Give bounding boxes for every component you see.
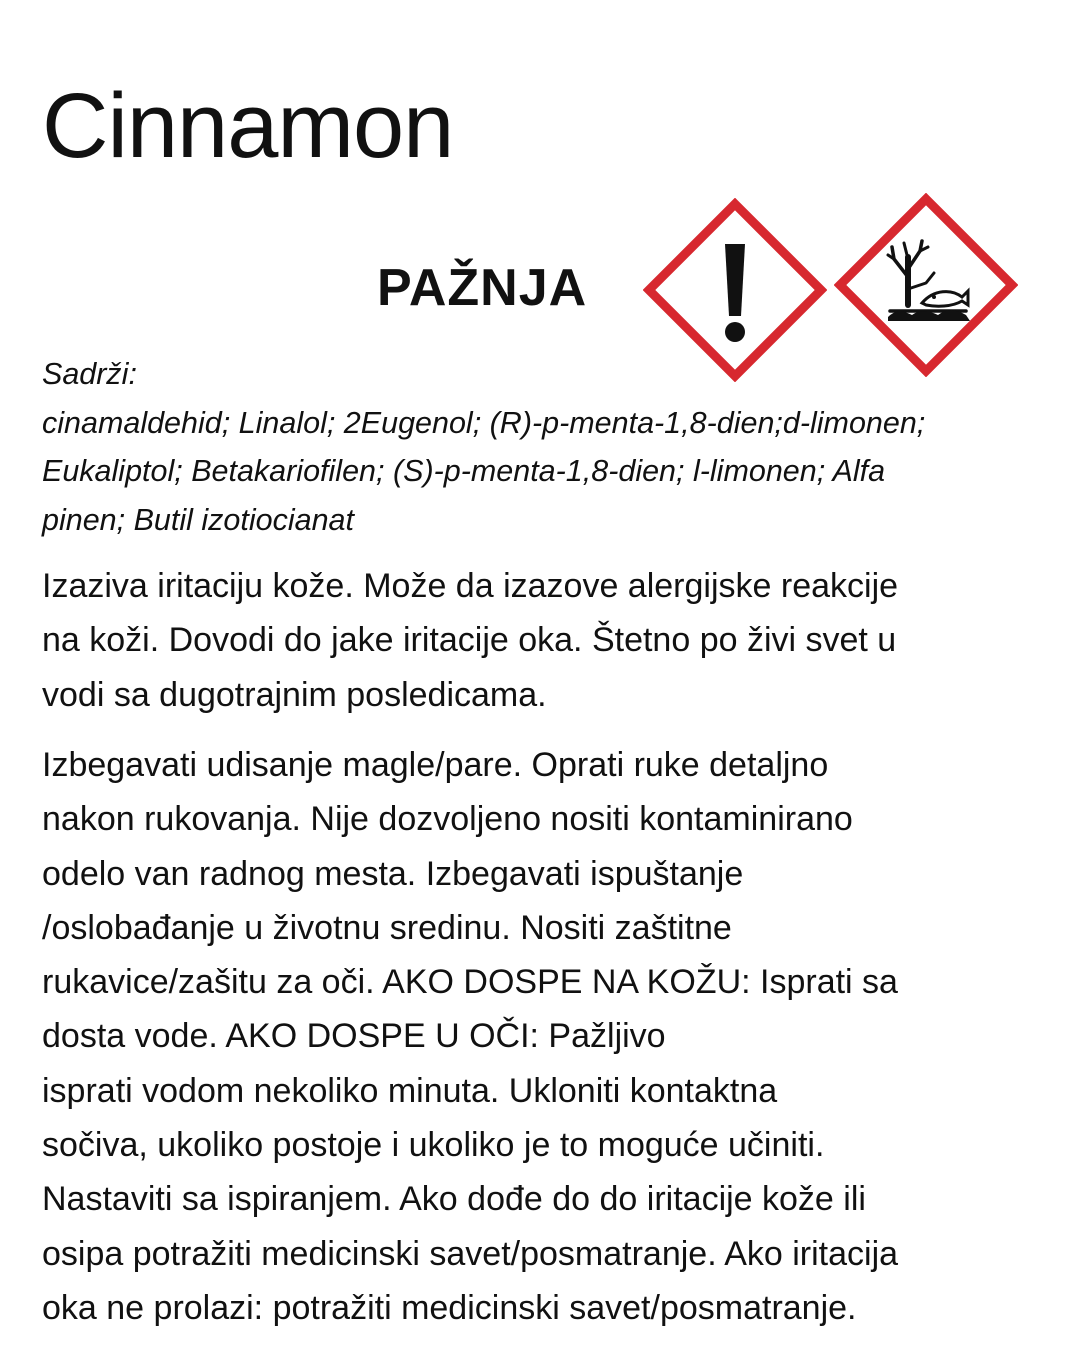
precaution-line: /oslobađanje u životnu sredinu. Nositi zaštitne — [42, 908, 732, 947]
precaution-line: dosta vode. AKO DOSPE U OČI: Pažljivo — [42, 1017, 666, 1056]
precaution-line: Nastaviti sa ispiranjem. Ako dođe do do iritacije kože ili — [42, 1180, 866, 1219]
contains-label: Sadrži: — [42, 357, 137, 391]
contains-line: Eukaliptol; Betakariofilen; (S)-p-menta-1,8-dien; l-limonen; Alfa — [42, 454, 886, 488]
precaution-line: odelo van radnog mesta. Izbegavati ispuštanje — [42, 854, 744, 893]
ingredients-block — [42, 350, 1042, 544]
hazard-line: na koži. Dovodi do jake iritacije oka. Štetno po živi svet u — [42, 621, 897, 660]
hazard-line: Izaziva iritaciju kože. Može da izazove alergijske reakcije — [42, 567, 899, 605]
page-title: Cinnamon — [42, 75, 454, 177]
signal-word: PAŽNJA — [377, 259, 588, 317]
precaution-line: Izbegavati udisanje magle/pare. Oprati ruke detaljno — [42, 746, 829, 784]
precaution-line: rukavice/zašitu za oči. AKO DOSPE NA KOŽU: Isprati sa — [42, 963, 898, 1002]
precaution-line: nakon rukovanja. Nije dozvoljeno nositi kontaminirano — [42, 800, 853, 839]
precaution-line: isprati vodom nekoliko minuta. Ukloniti kontaktna — [42, 1071, 778, 1110]
hazard-statements — [42, 559, 1052, 722]
precaution-line: sočiva, ukoliko postoje i ukoliko je to moguće učiniti. — [42, 1126, 825, 1165]
contains-line: cinamaldehid; Linalol; 2Eugenol; (R)-p-menta-1,8-dien;d-limonen; — [42, 405, 926, 440]
contains-line: pinen; Butil izotiocianat — [42, 502, 354, 537]
precaution-line: osipa potražiti medicinski savet/posmatranje. Ako iritacija — [42, 1234, 899, 1273]
hazard-line: vodi sa dugotrajnim posledicama. — [42, 675, 547, 714]
precaution-line: oka ne prolazi: potražiti medicinski savet/posmatranje. — [42, 1288, 857, 1327]
precautionary-statements — [42, 738, 1052, 1335]
